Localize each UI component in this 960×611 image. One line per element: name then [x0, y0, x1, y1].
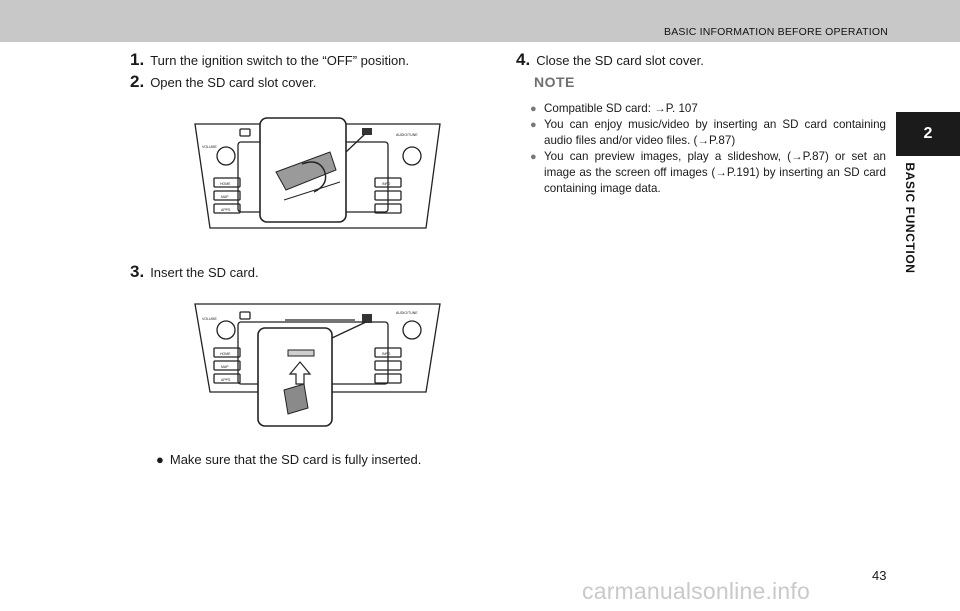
- audio-tune-label: AUDIO/TUNE: [396, 311, 418, 315]
- map-label: MAP: [221, 365, 229, 369]
- open-slot-cover-illustration: [190, 112, 446, 232]
- sd-slot-icon: [362, 128, 372, 135]
- sd-slot-icon: [362, 314, 372, 323]
- apps-label: APPS: [221, 208, 231, 212]
- step-text: Open the SD card slot cover.: [150, 75, 317, 90]
- step-text: Close the SD card slot cover.: [536, 53, 704, 68]
- note-title: NOTE: [534, 74, 575, 90]
- home-label: HOME: [220, 182, 231, 186]
- note-item: ● You can enjoy music/video by inserting an SD card containing audio files and/or video files. (→P.87): [530, 118, 886, 147]
- insert-sd-card-illustration: [190, 300, 446, 430]
- step-number: 2.: [130, 72, 145, 91]
- sub-note-fully-inserted: ● Make sure that the SD card is fully inserted.: [156, 452, 422, 467]
- page-number: 43: [872, 568, 887, 583]
- step-number: 3.: [130, 262, 145, 281]
- step-3: [130, 262, 259, 282]
- bullet-icon: ●: [530, 151, 537, 163]
- volume-label: VOLUME: [202, 145, 217, 149]
- bullet-icon: ●: [156, 452, 164, 467]
- volume-label: VOLUME: [202, 317, 217, 321]
- watermark: carmanualsonline.info: [582, 578, 810, 604]
- step-number: 4.: [516, 50, 531, 69]
- chapter-tab-label: BASIC FUNCTION: [903, 161, 917, 274]
- step-4: [516, 50, 704, 70]
- step-number: 1.: [130, 50, 145, 69]
- note-list: [530, 101, 886, 197]
- step-2: [130, 72, 316, 92]
- info-label: INFO: [382, 182, 391, 186]
- step-text: Insert the SD card.: [150, 265, 259, 280]
- home-label: HOME: [220, 352, 231, 356]
- section-header-title: BASIC INFORMATION BEFORE OPERATION: [663, 26, 888, 38]
- note-item: ● You can preview images, play a slideshow, (→P.87) or set an image as the screen off images (→P.191) by inserting an SD card containing image data.: [530, 150, 886, 195]
- step-text: Turn the ignition switch to the “OFF” position.: [150, 53, 410, 68]
- note-item: ● Compatible SD card: →P. 107: [530, 102, 698, 115]
- info-label: INFO: [382, 352, 391, 356]
- step-1: [130, 50, 409, 70]
- bullet-icon: ●: [530, 103, 537, 115]
- apps-label: APPS: [221, 378, 231, 382]
- map-label: MAP: [221, 195, 229, 199]
- audio-tune-label: AUDIO/TUNE: [396, 133, 418, 137]
- bullet-icon: ●: [530, 119, 537, 131]
- chapter-tab-number: 2: [896, 112, 960, 156]
- sd-card-icon: [284, 384, 308, 414]
